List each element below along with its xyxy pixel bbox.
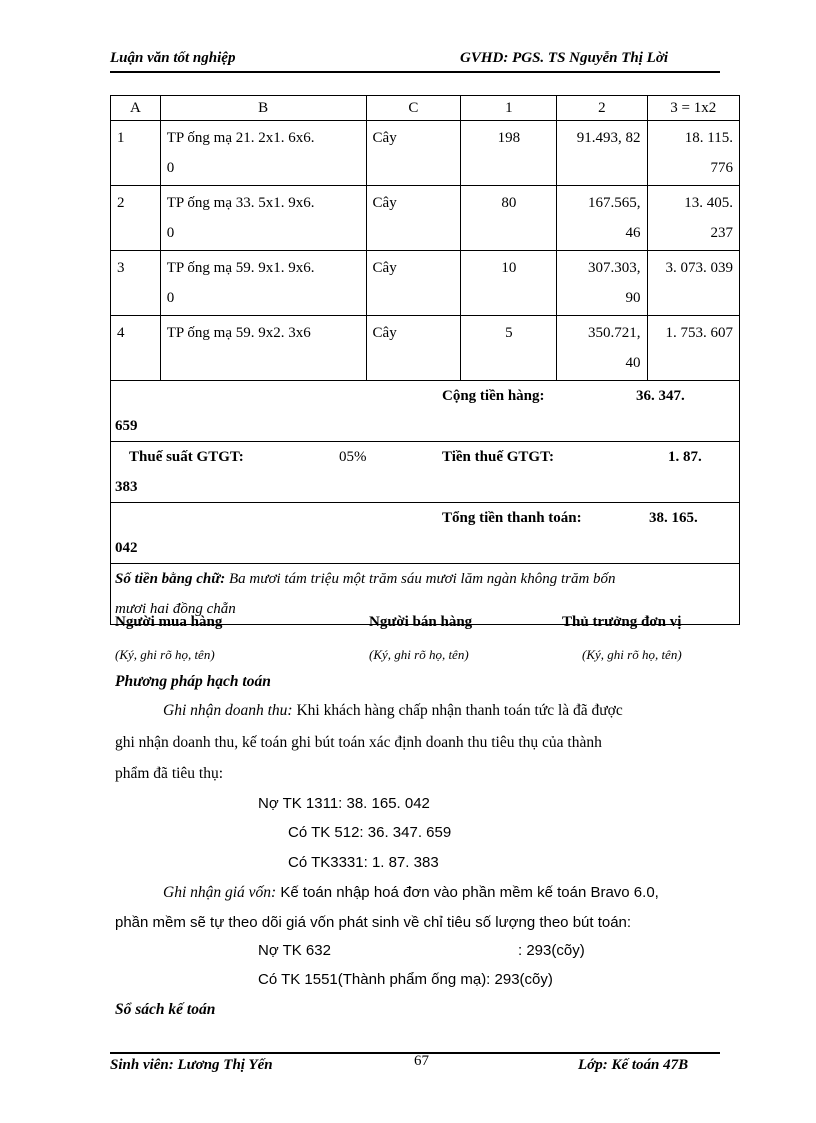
row-amount — [647, 316, 740, 381]
signature-buyer-title: Người mua hàng — [115, 614, 223, 630]
row-amount — [647, 121, 740, 186]
cost-line2: phần mềm sẽ tự theo dõi giá vốn phát sinh về chỉ tiêu số lượng theo bút toán: — [115, 914, 632, 931]
row-amount-line2: 237 — [710, 225, 733, 241]
row-unit: Cây — [366, 316, 461, 381]
row-amount-line1: 1. 753. 607 — [665, 325, 733, 341]
page-number: 67 — [414, 1053, 429, 1069]
column-header: B — [160, 96, 366, 121]
row-price-line1: 91.493, 82 — [576, 130, 641, 146]
row-qty: 198 — [461, 121, 557, 186]
vat-value-line2: 383 — [115, 479, 138, 495]
row-amount-line1: 13. 405. — [684, 195, 733, 211]
row-name — [160, 316, 366, 381]
column-header: 1 — [461, 96, 557, 121]
table-row — [111, 186, 740, 251]
vat-rate-label: Thuế suất GTGT: — [129, 449, 244, 465]
subtotal-value-line2: 659 — [115, 418, 138, 434]
total-row — [111, 503, 740, 564]
row-name-line2: 0 — [166, 225, 175, 241]
total-value-line1: 38. 165. — [649, 510, 698, 526]
row-price — [557, 186, 647, 251]
books-title: Sổ sách kế toán — [115, 1001, 216, 1018]
signature-head-title: Thủ trưởng đơn vị — [562, 614, 682, 630]
signature-head-note: (Ký, ghi rõ họ, tên) — [582, 647, 682, 662]
row-stt: 2 — [111, 186, 161, 251]
vat-value-line1: 1. 87. — [668, 449, 702, 465]
row-amount-line2: 776 — [710, 160, 733, 176]
row-unit: Cây — [366, 121, 461, 186]
header-left: Luận văn tốt nghiệp — [110, 50, 236, 66]
row-stt: 4 — [111, 316, 161, 381]
cost-text: Kế toán nhập hoá đơn vào phần mềm kế toán Bravo 6.0, — [276, 884, 659, 901]
row-price — [557, 316, 647, 381]
row-stt: 3 — [111, 251, 161, 316]
row-name — [160, 186, 366, 251]
row-price — [557, 121, 647, 186]
row-amount-line1: 3. 073. 039 — [665, 260, 733, 276]
entry-debit-632-value: : 293(cõy) — [518, 942, 585, 959]
signature-seller-note: (Ký, ghi rõ họ, tên) — [369, 647, 469, 662]
table-row — [111, 121, 740, 186]
row-unit: Cây — [366, 251, 461, 316]
row-amount — [647, 186, 740, 251]
entry-debit-632: Nợ TK 632 — [258, 942, 331, 959]
total-value-line2: 042 — [115, 540, 138, 556]
words-line1: Ba mươi tám triệu một trăm sáu mươi lăm ngàn không trăm bốn — [225, 571, 616, 587]
row-name-line1: TP ống mạ 21. 2x1. 6x6. — [166, 130, 315, 146]
vat-cell — [111, 442, 740, 503]
row-price-line1: 307.303, — [588, 260, 641, 276]
header-right: GVHD: PGS. TS Nguyễn Thị Lời — [460, 50, 669, 66]
row-name-line2: 0 — [166, 290, 175, 306]
footer-right: Lớp: Kế toán 47B — [578, 1057, 689, 1073]
row-name-line1: TP ống mạ 33. 5x1. 9x6. — [166, 195, 315, 211]
row-price-line2: 90 — [625, 290, 641, 306]
revenue-line3: phẩm đã tiêu thụ: — [115, 765, 224, 782]
cost-line1 — [163, 881, 723, 905]
entry-credit-1551: Có TK 1551(Thành phẩm ống mạ): 293(cõy) — [258, 971, 553, 988]
invoice-table — [110, 95, 740, 625]
revenue-label: Ghi nhận doanh thu: — [163, 702, 293, 719]
footer-left: Sinh viên: Lương Thị Yến — [110, 1057, 273, 1073]
row-stt: 1 — [111, 121, 161, 186]
subtotal-row — [111, 381, 740, 442]
column-header: C — [366, 96, 461, 121]
total-label: Tổng tiền thanh toán: — [442, 510, 582, 526]
cost-label: Ghi nhận giá vốn: — [163, 884, 277, 901]
row-price-line1: 167.565, — [588, 195, 641, 211]
revenue-text: Khi khách hàng chấp nhận thanh toán tức là đã được — [292, 702, 623, 719]
words-line2: mươi hai đồng chẵn — [115, 601, 236, 617]
row-qty: 5 — [461, 316, 557, 381]
signature-buyer-note: (Ký, ghi rõ họ, tên) — [115, 647, 215, 662]
row-unit: Cây — [366, 186, 461, 251]
row-price-line2: 40 — [625, 355, 641, 371]
entry-credit-512: Có TK 512: 36. 347. 659 — [288, 824, 452, 841]
row-qty: 10 — [461, 251, 557, 316]
row-amount-line1: 18. 115. — [684, 130, 733, 146]
section-title: Phương pháp hạch toán — [115, 673, 271, 690]
total-cell — [111, 503, 740, 564]
table-header-row — [111, 96, 740, 121]
revenue-line2: ghi nhận doanh thu, kế toán ghi bút toán xác định doanh thu tiêu thụ của thành — [115, 734, 602, 751]
vat-rate: 05% — [339, 449, 367, 465]
column-header: 2 — [557, 96, 647, 121]
vat-row — [111, 442, 740, 503]
row-price-line1: 350.721, — [588, 325, 641, 341]
row-name — [160, 251, 366, 316]
header-rule — [110, 71, 720, 73]
column-header: 3 = 1x2 — [647, 96, 740, 121]
row-amount — [647, 251, 740, 316]
subtotal-cell — [111, 381, 740, 442]
entry-debit-1311: Nợ TK 1311: 38. 165. 042 — [258, 795, 430, 812]
row-price-line2: 46 — [625, 225, 641, 241]
signature-seller-title: Người bán hàng — [369, 614, 473, 630]
subtotal-value-line1: 36. 347. — [636, 388, 685, 404]
words-label: Số tiền bằng chữ: — [115, 571, 226, 587]
row-name-line1: TP ống mạ 59. 9x1. 9x6. — [166, 260, 315, 276]
column-header: A — [111, 96, 161, 121]
table-row — [111, 316, 740, 381]
subtotal-label: Cộng tiền hàng: — [442, 388, 545, 404]
row-name-line1: TP ống mạ 59. 9x2. 3x6 — [166, 325, 311, 341]
row-name — [160, 121, 366, 186]
row-name-line2: 0 — [166, 160, 175, 176]
revenue-line1 — [163, 699, 723, 723]
row-qty: 80 — [461, 186, 557, 251]
table-row — [111, 251, 740, 316]
row-price — [557, 251, 647, 316]
vat-label: Tiền thuế GTGT: — [442, 449, 554, 465]
entry-credit-3331: Có TK3331: 1. 87. 383 — [288, 854, 439, 871]
